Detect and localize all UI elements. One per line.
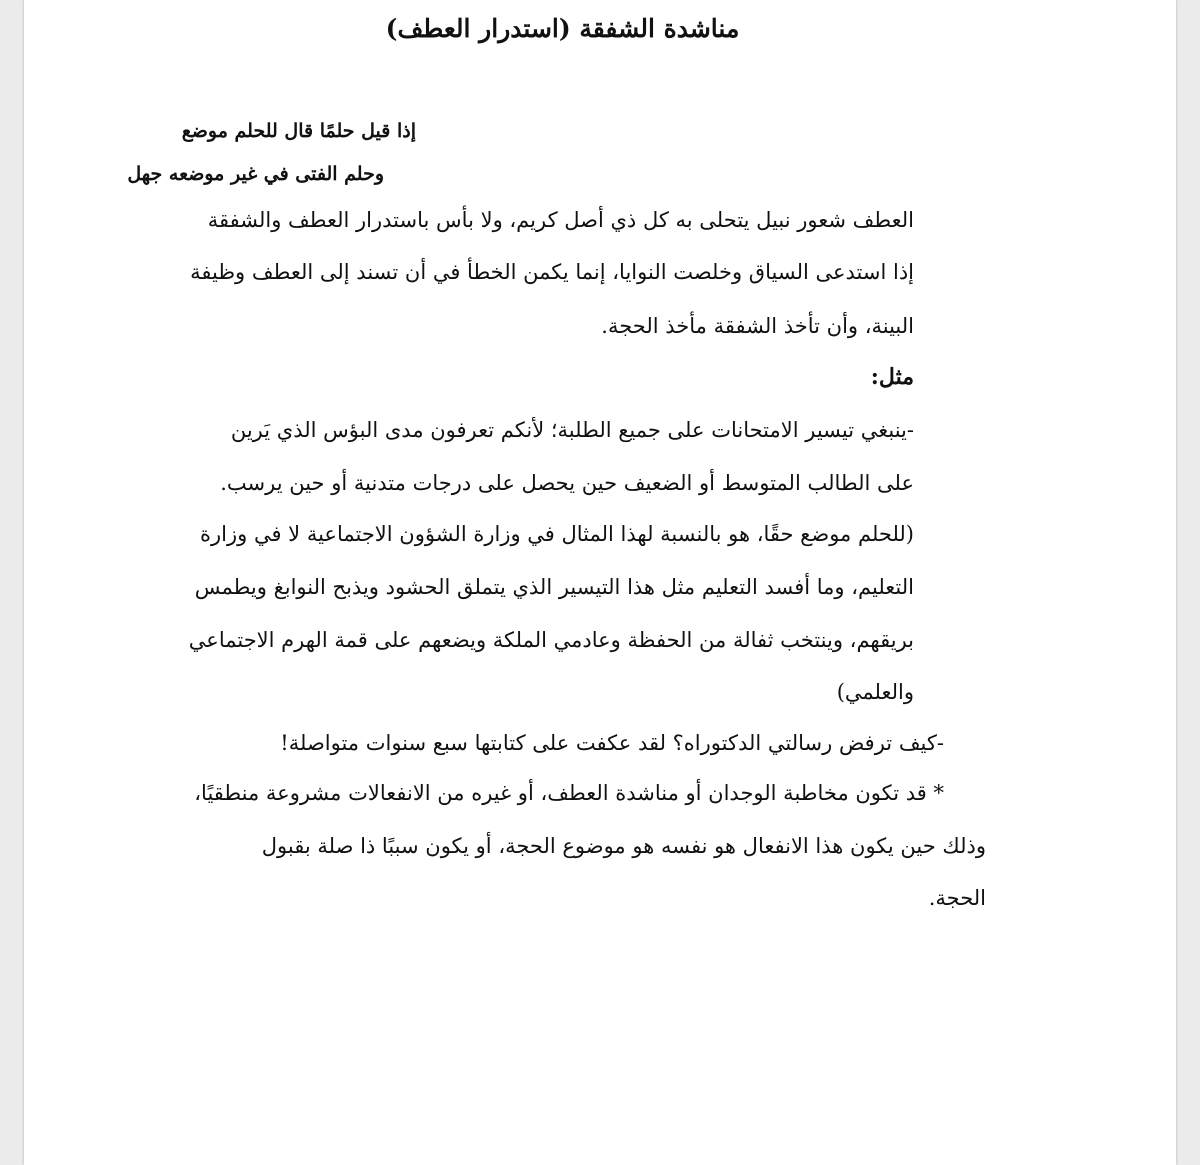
- comment-line-1: (للحلم موضع حقًا، هو بالنسبة لهذا المثال في وزارة الشؤون الاجتماعية لا في وزارة: [200, 522, 914, 546]
- note-line-2: وذلك حين يكون هذا الانفعال هو نفسه هو موضوع الحجة، أو يكون سببًا ذا صلة بقبول: [261, 834, 986, 858]
- page-title: مناشدة الشفقة (استدرار العطف): [385, 14, 740, 43]
- comment-line-4: والعلمي): [836, 680, 914, 704]
- comment-line-3: بريقهم، وينتخب ثفالة من الحفظة وعادمي الملكة ويضعهم على قمة الهرم الاجتماعي: [188, 628, 914, 652]
- comment-line-2: التعليم، وما أفسد التعليم مثل هذا التيسير الذي يتملق الحشود ويذبح النوابغ ويطمس: [194, 575, 914, 599]
- note-line-1: * قد تكون مخاطبة الوجدان أو مناشدة العطف، أو غيره من الانفعالات مشروعة منطقيًا،: [194, 781, 944, 805]
- document-page: [24, 0, 1176, 1165]
- example-heading: مثل:: [870, 364, 914, 390]
- paragraph-line-3: البينة، وأن تأخذ الشفقة مأخذ الحجة.: [601, 314, 914, 338]
- example-2: -كيف ترفض رسالتي الدكتوراه؟ لقد عكفت على كتابتها سبع سنوات متواصلة!: [280, 731, 944, 755]
- note-line-3: الحجة.: [928, 886, 986, 910]
- example-1-line-1: -ينبغي تيسير الامتحانات على جميع الطلبة؛ لأنكم تعرفون مدى البؤس الذي يَرين: [230, 418, 914, 442]
- paragraph-line-1: العطف شعور نبيل يتحلى به كل ذي أصل كريم، ولا بأس باستدرار العطف والشفقة: [207, 208, 914, 232]
- example-1-line-2: على الطالب المتوسط أو الضعيف حين يحصل على درجات متدنية أو حين يرسب.: [220, 471, 914, 495]
- verse-line-2: وحلم الفتى في غير موضعه جهل: [127, 163, 384, 185]
- verse-line-1: إذا قيل حلمًا قال للحلم موضع: [181, 120, 416, 142]
- paragraph-line-2: إذا استدعى السياق وخلصت النوايا، إنما يكمن الخطأ في أن تسند إلى العطف وظيفة: [190, 260, 914, 284]
